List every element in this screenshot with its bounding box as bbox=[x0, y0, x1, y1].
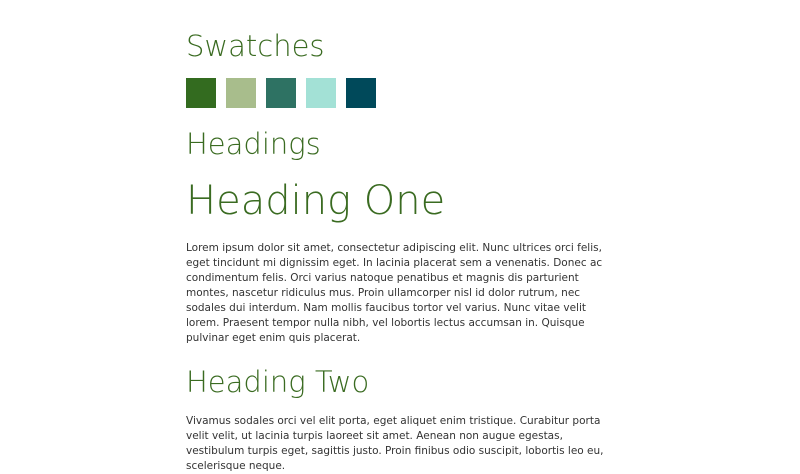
headings-title: Headings bbox=[186, 127, 321, 161]
heading-two: Heading Two bbox=[186, 365, 370, 399]
paragraph-one: Lorem ipsum dolor sit amet, consectetur adipiscing elit. Nunc ultrices orci felis, eget tincidunt mi dignissim eget. In lacinia placerat sem a venenatis. Donec ac condimentum felis. Orci varius natoque penatibus et magnis dis parturient montes, nascetur ridiculus mus. Proin ullamcorper nisl id dolor rutrum, nec sodales dui interdum. Nam mollis faucibus tortor vel varius. Nunc vitae velit lorem. Praesent tempor nulla nibh, vel lobortis lectus accumsan in. Quisque pulvinar eget enim quis placerat. bbox=[186, 242, 603, 344]
swatch-1 bbox=[186, 78, 216, 108]
swatches-title: Swatches bbox=[186, 29, 325, 63]
heading-one: Heading One bbox=[186, 178, 446, 224]
swatch-2 bbox=[226, 78, 256, 108]
swatch-3 bbox=[266, 78, 296, 108]
paragraph-two: Vivamus sodales orci vel elit porta, eget aliquet enim tristique. Curabitur porta velit velit, ut lacinia turpis laoreet sit amet. Aenean non augue egestas, vestibulum turpis eget, sagittis justo. Proin finibus odio suscipit, lobortis leo eu, scelerisque neque. bbox=[186, 415, 604, 472]
swatch-row bbox=[186, 78, 376, 108]
swatch-4 bbox=[306, 78, 336, 108]
swatch-5 bbox=[346, 78, 376, 108]
